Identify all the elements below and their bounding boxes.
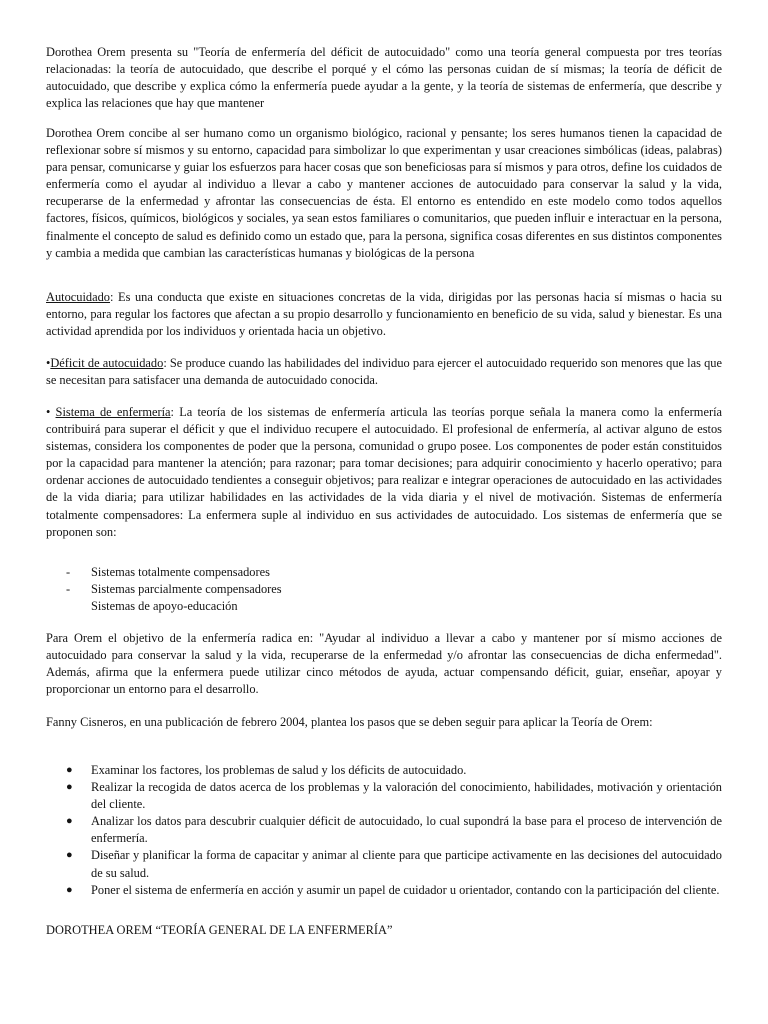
cisneros-paragraph: Fanny Cisneros, en una publicación de febrero 2004, plantea los pasos que se deben seguir para aplicar la Teoría de Orem: bbox=[46, 715, 653, 729]
list-item bbox=[46, 847, 722, 881]
steps-list bbox=[46, 762, 722, 899]
sistema-definition: : La teoría de los sistemas de enfermería articula las teorías porque señala la manera como la enfermería contribuirá para superar el déficit y que el individuo recupere el autocuidado. El profesional de enfermería, al activar alguno de estos sistemas, considera los componentes de poder que la persona, comunidad o grupo posee. Los componentes de poder están constituidos por la capacidad para mantener la atención; para razonar; para tomar decisiones; para adquirir conocimiento y hacerlo operativo; para ordenar acciones de autocuidado tendientes a conseguir objetivos; para realizar e integrar operaciones de autocuidado en las actividades de la vida diaria; para utilizar habilidades en las actividades de la vida diaria y el nivel de motivación. Sistemas de enfermería totalmente compensadores: La enfermera suple al individuo en sus actividades de autocuidado. Los sistemas de enfermería que se proponen son: bbox=[46, 405, 723, 539]
list-item-text: Sistemas de apoyo-educación bbox=[91, 599, 238, 614]
list-item-text: Sistemas totalmente compensadores bbox=[91, 565, 270, 579]
dash-marker: - bbox=[66, 565, 71, 579]
bullet-marker: ● bbox=[66, 849, 73, 862]
bullet-marker: ● bbox=[66, 781, 73, 794]
list-item-text: Sistemas parcialmente compensadores bbox=[91, 582, 282, 597]
list-item-text: Realizar la recogida de datos acerca de los problemas y la valoración del conocimiento, habilidades, motivación y orientación del cliente. bbox=[91, 780, 722, 812]
list-item-text: Analizar los datos para descubrir cualquier déficit de autocuidado, lo cual supondrá la base para el proceso de intervención de enfermería. bbox=[91, 814, 722, 846]
objective-paragraph: Para Orem el objetivo de la enfermería radica en: "Ayudar al individuo a llevar a cabo y mantener por sí mismo acciones de autocuidado para conservar la salud y la vida, recuperarse de la enfermedad y/o afrontar las consecuencias de dicha enfermedad". Además, afirma que la enfermera puede utilizar cinco métodos de ayuda, actuar compensando déficit, guiar, enseñar, apoyar y proporcionar un entorno para el desarrollo. bbox=[46, 631, 722, 697]
list-item bbox=[46, 581, 722, 598]
bullet-marker: ● bbox=[66, 764, 73, 776]
list-item bbox=[46, 598, 722, 615]
systems-list bbox=[46, 564, 722, 615]
sistema-bullet: • bbox=[46, 405, 56, 419]
bullet-marker: ● bbox=[66, 815, 73, 828]
section-heading: DOROTHEA OREM “TEORÍA GENERAL DE LA ENFERMERÍA” bbox=[46, 923, 393, 937]
list-item bbox=[46, 564, 722, 581]
list-item bbox=[46, 882, 722, 899]
deficit-term: Déficit de autocuidado bbox=[50, 356, 164, 370]
list-item bbox=[46, 762, 722, 779]
list-item-text: Diseñar y planificar la forma de capacitar y animar al cliente para que participe activamente en las decisiones del autocuidado de su salud. bbox=[91, 848, 722, 880]
sistema-term: Sistema de enfermería bbox=[55, 405, 171, 419]
intro-paragraph: Dorothea Orem presenta su "Teoría de enfermería del déficit de autocuidado" como una teoría general compuesta por tres teorías relacionadas: la teoría de autocuidado, que describe el porqué y el cómo las personas cuidan de sí mismas; la teoría de déficit de autocuidado, que describe y explica cómo la enfermería puede ayudar a la gente, y la teoría de sistemas de enfermería, que describe y explica las relaciones que hay que mantener bbox=[46, 45, 722, 111]
list-item-text: Examinar los factores, los problemas de salud y los déficits de autocuidado. bbox=[91, 763, 467, 777]
deficit-paragraph bbox=[46, 355, 722, 389]
deficit-bullet: • bbox=[46, 356, 51, 370]
sistema-paragraph bbox=[46, 404, 722, 541]
deficit-definition: : Se produce cuando las habilidades del individuo para ejercer el autocuidado requerido son menores que las que se necesitan para satisfacer una demanda de autocuidado conocida. bbox=[46, 356, 722, 388]
dash-marker: - bbox=[66, 582, 71, 597]
autocuidado-paragraph bbox=[46, 289, 722, 340]
autocuidado-term: Autocuidado bbox=[46, 290, 111, 304]
bullet-marker: ● bbox=[66, 883, 73, 896]
list-item-text: Poner el sistema de enfermería en acción y asumir un papel de cuidador u orientador, contando con la participación del cliente. bbox=[91, 882, 720, 897]
concept-paragraph: Dorothea Orem concibe al ser humano como un organismo biológico, racional y pensante; los seres humanos tienen la capacidad de reflexionar sobre sí mismos y su entorno, capacidad para simbolizar lo que experimentan y usar creaciones simbólicas (ideas, palabras) para pensar, comunicarse y guiar los esfuerzos para hacer cosas que son beneficiosas para sí mismos y para otros, define los cuidados de enfermería como el ayudar al individuo a llevar a cabo y mantener acciones de autocuidado para conservar la salud y la vida, recuperarse de la enfermedad y afrontar las consecuencias de ésta. El entorno es entendido en este modelo como todos aquellos factores, físicos, químicos, biológicos y sociales, ya sean estos familiares o comunitarios, que pueden influir e interactuar en la persona, finalmente el concepto de salud es definido como un estado que, para la persona, significa cosas diferentes en sus distintos componentes y cambia a medida que cambian las características humanas y biológicas de la persona bbox=[46, 126, 722, 260]
list-item bbox=[46, 813, 722, 847]
autocuidado-definition: : Es una conducta que existe en situaciones concretas de la vida, dirigidas por las personas hacia sí mismas o hacia su entorno, para regular los factores que afectan a su propio desarrollo y funcionamiento en beneficio de su vida, salud y bienestar. Es una actividad aprendida por los individuos y orientada hacia un objetivo. bbox=[46, 290, 722, 339]
list-item bbox=[46, 779, 722, 813]
